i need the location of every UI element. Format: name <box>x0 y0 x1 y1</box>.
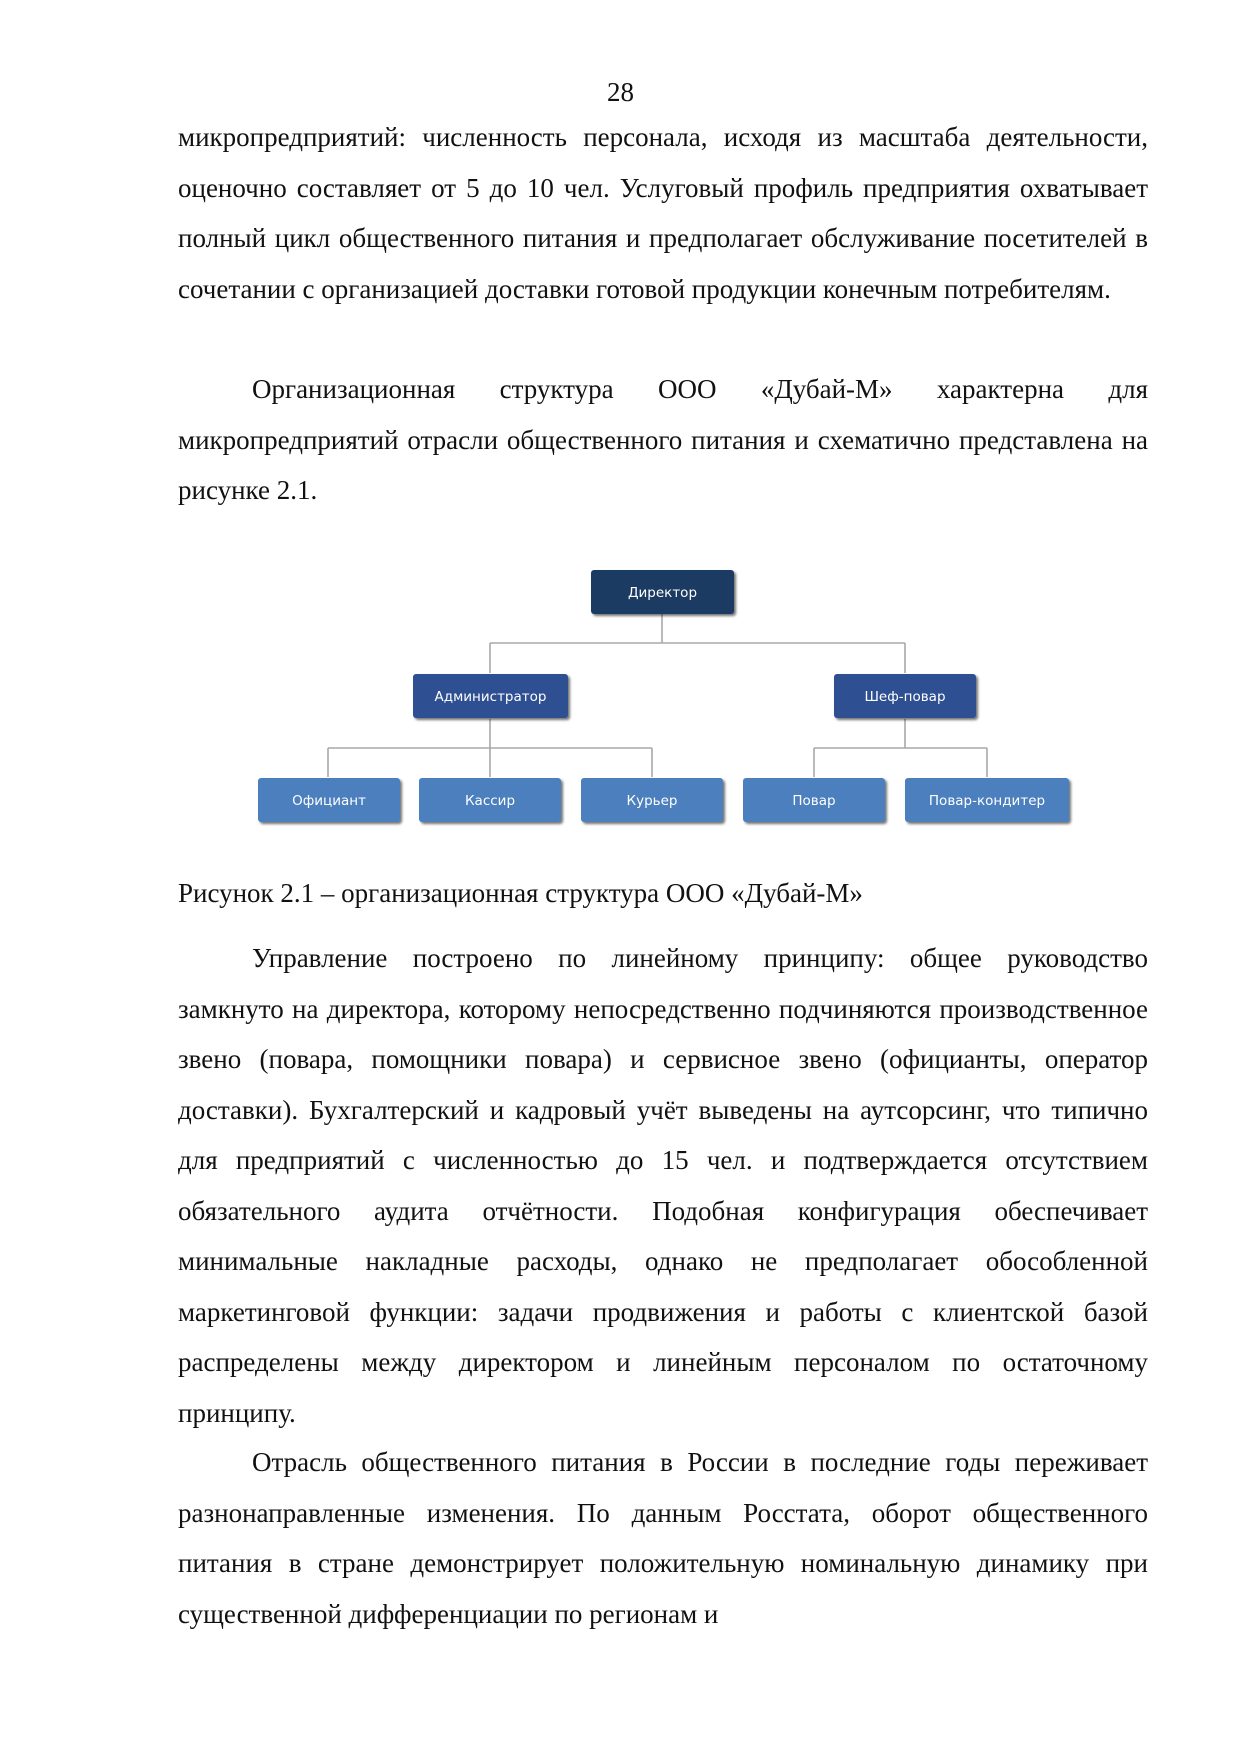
org-node-director-label: Директор <box>627 585 698 601</box>
org-node-confectioner <box>905 778 1069 822</box>
org-node-courier-label: Курьер <box>626 793 678 809</box>
paragraph-3: Управление построено по линейному принципу: общее руководство замкнуто на директора, которому непосредственно подчиняются производственное звено (повара, помощники повара) и сервисное звено (официанты, оператор доставки). Бухгалтерский и кадровый учёт выведены на аутсорсинг, что типично для предприятий с численностью до 15 чел. и подтверждается отсутствием обязательного аудита отчётности. Подобная конфигурация обеспечивает минимальные накладные расходы, однако не предполагает обособленной маркетинговой функции: задачи продвижения и работы с клиентской базой распределены между директором и линейным персоналом по остаточному принципу. <box>178 943 1148 1428</box>
page-number: 28 <box>607 77 634 107</box>
org-node-director <box>591 570 734 614</box>
org-node-administrator-label: Администратор <box>434 689 547 705</box>
org-node-waiter <box>258 778 400 822</box>
paragraph-1: микропредприятий: численность персонала, исходя из масштаба деятельности, оценочно составляет от 5 до 10 чел. Услуговый профиль предприятия охватывает полный цикл общественного питания и предполагает обслуживание посетителей в сочетании с организацией доставки готовой продукции конечным потребителям. <box>178 122 1148 304</box>
connector-chef <box>814 719 987 777</box>
paragraph-2: Организационная структура ООО «Дубай-М» характерна для микропредприятий отрасли общественного питания и схематично представлена на рисунке 2.1. <box>178 374 1148 505</box>
org-node-courier <box>581 778 723 822</box>
connector-director <box>490 614 905 673</box>
org-node-cook-label: Повар <box>792 793 836 809</box>
org-node-administrator <box>413 674 568 718</box>
org-node-cashier-label: Кассир <box>464 793 516 809</box>
org-node-confectioner-label: Повар-кондитер <box>928 793 1046 809</box>
org-node-waiter-label: Официант <box>292 793 366 809</box>
connector-administrator <box>328 719 652 777</box>
org-node-cashier <box>419 778 561 822</box>
figure-caption: Рисунок 2.1 – организационная структура ООО «Дубай-М» <box>178 878 863 908</box>
org-node-chef-label: Шеф-повар <box>864 689 946 705</box>
org-node-cook <box>743 778 885 822</box>
paragraph-4: Отрасль общественного питания в России в последние годы переживает разнонаправленные изменения. По данным Росстата, оборот общественного питания в стране демонстрирует положительную номинальную динамику при существенной дифференциации по регионам и <box>178 1447 1148 1629</box>
org-node-chef <box>834 674 976 718</box>
